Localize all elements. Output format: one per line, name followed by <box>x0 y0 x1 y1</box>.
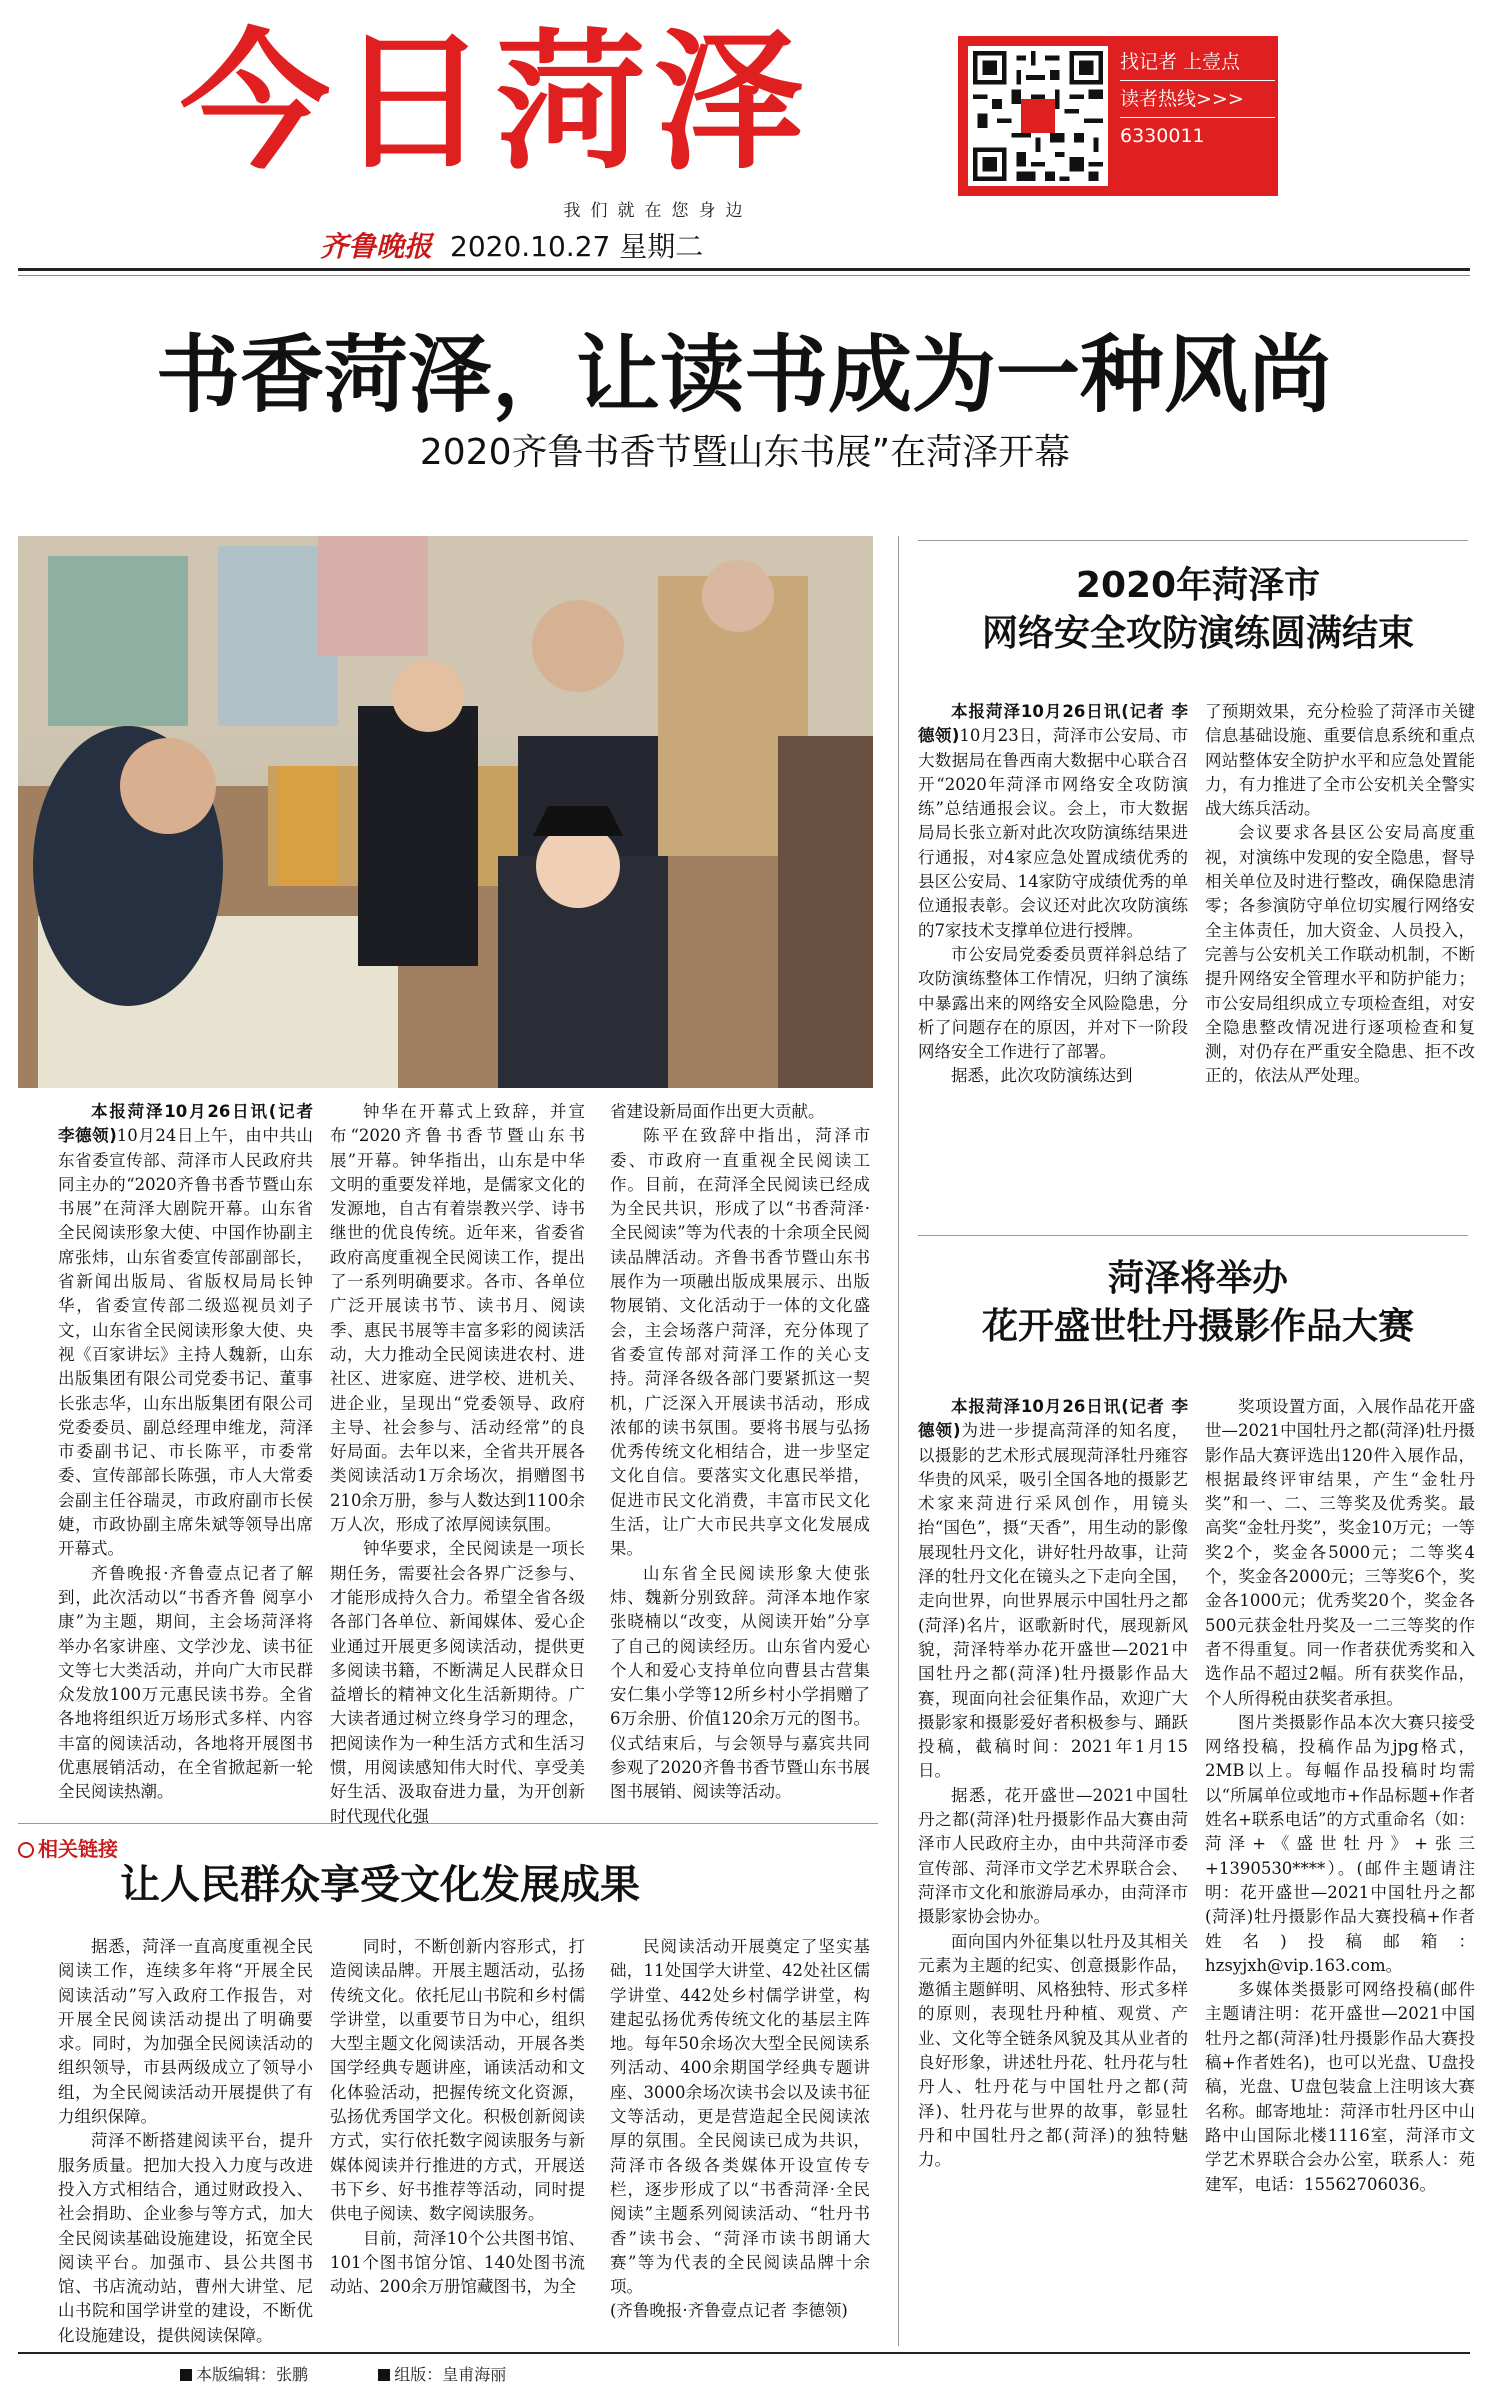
paragraph: 本报菏泽10月26日讯(记者 李德领)10月23日，菏泽市公安局、市大数据局在鲁西南大数据中心联合召开“2020年菏泽市网络安全攻防演练”总结通报会议。会上，市大数据局局长张立新对此次攻防演练结果进行通报，对4家应急处置成绩优秀的县区公安局、14家防守成绩优秀的单位通报表彰。会议还对此次攻防演练的7家技术支撑单位进行授牌。 <box>918 702 1189 940</box>
story3-col-2 <box>1205 1395 1475 2345</box>
related-divider <box>18 1823 878 1824</box>
paragraph: 市公安局党委委员贾祥斜总结了攻防演练整体工作情况，归纳了演练中暴露出来的网络安全风险隐患，分析了问题存在的原因，并对下一阶段网络安全工作进行了部署。 <box>918 944 1188 1062</box>
paragraph: 据悉，此次攻防演练达到 <box>951 1066 1133 1086</box>
related-headline: 让人民群众享受文化发展成果 <box>120 1862 640 1908</box>
lead-subheadline: 2020齐鲁书香节暨山东书展”在菏泽开幕 <box>419 432 1071 473</box>
story2-headline-line2: 网络安全攻防演练圆满结束 <box>981 613 1414 654</box>
editor-credit: 本版编辑：张鹏 <box>196 2365 309 2384</box>
lead-story-col-2 <box>330 1100 585 1826</box>
story2-col-2 <box>1205 700 1475 1220</box>
paragraph: 图片类摄影作品本次大赛只接受网络投稿，投稿作品为jpg格式，2MB以上。每幅作品投稿时均需以“所属单位或地市+作品标题+作者姓名+联系电话”的方式重命名（如：菏泽+《盛世牡丹》+张三+1390530****）。(邮件主题请注明：花开盛世—2021中国牡丹之都(菏泽)牡丹摄影作品大赛投稿+作者姓名)投稿邮箱：hzsyjxh@vip.163.com。 <box>1205 1712 1475 1975</box>
side-column-divider <box>898 536 899 2346</box>
related-tag: 相关链接 <box>18 1833 118 1862</box>
story3-headline <box>918 1255 1478 1351</box>
issue-date: 2020.10.27 星期二 <box>450 230 704 263</box>
qr-line-find-reporter: 找记者 上壹点 <box>1120 44 1275 81</box>
header-divider <box>18 268 1470 271</box>
lead-photo <box>18 536 873 1088</box>
byline: (齐鲁晚报·齐鲁壹点记者 李德领) <box>610 2301 848 2321</box>
story3-col-1 <box>918 1395 1188 2345</box>
paragraph: 省建设新局面作出更大贡献。 <box>610 1102 825 1121</box>
story3-headline-line2: 花开盛世牡丹摄影作品大赛 <box>981 1306 1414 1347</box>
related-col-1 <box>58 1935 313 2345</box>
paragraph: 钟华要求，全民阅读是一项长期任务，需要社会各界广泛参与、才能形成持久合力。希望全省各级各部门各单位、新闻媒体、爱心企业通过开展更多阅读活动，提供更多阅读书籍，不断满足人民群众日益增长的精神文化生活新期待。广大读者通过树立终身学习的理念，把阅读作为一种生活方式和生活习惯，用阅读感知伟大时代、享受美好生活、汲取奋进力量，为开创新时代现代化强 <box>330 1539 585 1826</box>
side-top-divider <box>918 540 1468 541</box>
paragraph: 齐鲁晚报·齐鲁壹点记者了解到，此次活动以“书香齐鲁 阅享小康”为主题，期间，主会场菏泽将举办名家讲座、文学沙龙、读书征文等七大类活动，并向广大市民群众发放100万元惠民读书券。全省各地将组织近万场形式多样、内容丰富的阅读活动，各地将开展图书优惠展销活动，在全省掀起新一轮全民阅读热潮。 <box>58 1563 313 1802</box>
square-bullet-icon <box>180 2369 192 2381</box>
header-divider-thin <box>18 275 1470 276</box>
related-col-2 <box>330 1935 585 2345</box>
circle-bullet-icon <box>18 1842 34 1858</box>
paragraph: 同时，不断创新内容形式，打造阅读品牌。开展主题活动，弘扬传统文化。依托尼山书院和乡村儒学讲堂，以重要节日为中心，组织大型主题文化阅读活动，开展各类国学经典专题讲座，诵读活动和文化体验活动，把握传统文化资源，弘扬优秀国学文化。积极创新阅读方式，实行依托数字阅读服务与新媒体阅读并行推进的方式，开展送书下乡、好书推荐等活动，同时提供电子阅读、数字阅读服务。 <box>330 1937 585 2224</box>
related-col-3 <box>610 1935 870 2345</box>
story2-col-1 <box>918 700 1188 1220</box>
story2-headline <box>918 562 1478 658</box>
slogan: 我们就在您身边 <box>563 201 753 221</box>
paragraph: 多媒体类摄影可网络投稿(邮件主题请注明：花开盛世—2021中国牡丹之都(菏泽)牡丹摄影作品大赛投稿+作者姓名)，也可以光盘、U盘投稿，光盘、U盘包装盒上注明该大赛名称。邮寄地址：菏泽市牡丹区中山路中山国际北楼1116室，菏泽市文学艺术界联合会办公室，联系人：苑建军，电话：15562706036。 <box>1205 1980 1475 2194</box>
paragraph: 据悉，菏泽一直高度重视全民阅读工作，连续多年将“开展全民阅读活动”写入政府工作报告，对开展全民阅读活动提出了明确要求。同时，为加强全民阅读活动的组织领导，市县两级成立了领导小组，为全民阅读活动开展提供了有力组织保障。 <box>58 1937 313 2127</box>
qr-line-hotline-label: 读者热线>>> <box>1120 81 1275 118</box>
brand-date-line <box>320 225 703 265</box>
paragraph: 山东省全民阅读形象大使张炜、魏新分别致辞。菏泽本地作家张晓楠以“改变，从阅读开始”分享了自己的阅读经历。山东省内爱心个人和爱心支持单位向曹县古营集安仁集小学等12所乡村小学捐赠了6万余册、价值120余万元的图书。仪式结束后，与会领导与嘉宾共同参观了2020齐鲁书香节暨山东书展图书展销、阅读等活动。 <box>610 1563 870 1802</box>
story3-headline-line1: 菏泽将举办 <box>1107 1258 1288 1299</box>
paragraph: 目前，菏泽10个公共图书馆、101个图书馆分馆、140处图书流动站、200余万册馆藏图书，为全 <box>330 2228 585 2297</box>
layout-credit: 组版：皇甫海丽 <box>394 2365 507 2384</box>
paragraph: 奖项设置方面，入展作品花开盛世—2021中国牡丹之都(菏泽)牡丹摄影作品大赛评选出120件入展作品，根据最终评审结果，产生“金牡丹奖”和一、二、三等奖及优秀奖。最高奖“金牡丹奖”，奖金10万元；一等奖2个，奖金各5000元；二等奖4个，奖金各2000元；三等奖6个，奖金各1000元；优秀奖20个，奖金各500元获金牡丹奖及一二三等奖的作者不得重复。同一作者获优秀奖和入选作品不超过2幅。所有获奖作品，个人所得税由获奖者承担。 <box>1205 1397 1475 1708</box>
lead-headline: 书香菏泽，让读书成为一种风尚 <box>155 326 1332 424</box>
qr-panel <box>958 36 1278 196</box>
footer-credits <box>180 2362 506 2385</box>
qr-line-hotline-number: 6330011 <box>1120 125 1205 147</box>
paragraph: 陈平在致辞中指出，菏泽市委、市政府一直重视全民阅读工作。目前，在菏泽全民阅读已经成为全民共识，形成了以“书香菏泽·全民阅读”等为代表的十余项全民阅读品牌活动。齐鲁书香节暨山东书展作为一项融出版成果展示、出版物展销、文化活动于一体的文化盛会，主会场落户菏泽，充分体现了省委宣传部对菏泽工作的关心支持。菏泽各级各部门要紧抓这一契机，广泛深入开展读书活动，形成浓郁的读书氛围。要将书展与弘扬优秀传统文化相结合，进一步坚定文化自信。要落实文化惠民举措，促进市民文化消费，丰富市民文化生活，让广大市民共享文化发展成果。 <box>610 1126 870 1559</box>
paragraph: 钟华在开幕式上致辞，并宣布“2020齐鲁书香节暨山东书展”开幕。钟华指出，山东是中华文明的重要发祥地，是儒家文化的发源地，自古有着崇教兴学、诗书继世的优良传统。近年来，省委省政府高度重视全民阅读工作，提出了一系列明确要求。各市、各单位广泛开展读书节、读书月、阅读季、惠民书展等丰富多彩的阅读活动，大力推动全民阅读进农村、进社区、进家庭、进学校、进机关、进企业，呈现出“党委领导、政府主导、社会参与、活动经常”的良好局面。去年以来，全省共开展各类阅读活动1万余场次，捐赠图书210余万册，参与人数达到1100余万人次，形成了浓厚阅读氛围。 <box>330 1102 585 1535</box>
paragraph: 本报菏泽10月26日讯(记者 李德领)为进一步提高菏泽的知名度，以摄影的艺术形式展现菏泽牡丹雍容华贵的风采，吸引全国各地的摄影艺术家来菏进行采风创作，用镜头抬“国色”，摄“天香”，用生动的影像展现牡丹文化，讲好牡丹故事，让菏泽的牡丹文化在镜头之下走向全国，走向世界，向世界展示中国牡丹之都(菏泽)名片，讴歌新时代，展现新风貌，菏泽特举办花开盛世—2021中国牡丹之都(菏泽)牡丹摄影作品大赛，现面向社会征集作品，欢迎广大摄影家和摄影爱好者积极参与、踊跃投稿，截稿时间：2021年1月15日。 <box>918 1397 1189 1781</box>
masthead-title: 今日菏泽 <box>180 16 813 190</box>
qr-code-icon[interactable] <box>968 46 1108 186</box>
paragraph: 本报菏泽10月26日讯(记者 李德领)10月24日上午，由中共山东省委宣传部、菏泽市人民政府共同主办的“2020齐鲁书香节暨山东书展”在菏泽大剧院开幕。山东省全民阅读形象大使、中国作协副主席张炜，山东省委宣传部副部长，省新闻出版局、省版权局局长钟华，省委宣传部二级巡视员刘子文，山东省全民阅读形象大使、央视《百家讲坛》主持人魏新，山东出版集团有限公司党委书记、董事长张志华，山东出版集团有限公司党委委员、副总经理申维龙，菏泽市委副书记、市长陈平，市委常委、宣传部部长陈强，市人大常委会副主任谷瑞灵，市政府副市长侯婕，市政协副主席朱斌等领导出席开幕式。 <box>58 1102 313 1559</box>
paragraph: 菏泽不断搭建阅读平台，提升服务质量。把加大投入力度与改进投入方式相结合，通过财政投入、社会捐助、企业参与等方式，加大全民阅读基础设施建设，拓宽全民阅读平台。加强市、县公共图书馆、书店流动站，曹州大讲堂、尼山书院和国学讲堂的建设，不断优化设施建设，提供阅读保障。 <box>58 2131 313 2345</box>
paragraph: 了预期效果，充分检验了菏泽市关键信息基础设施、重要信息系统和重点网站整体安全防护水平和应急处置能力，有力推进了全市公安机关全警实战大练兵活动。 <box>1205 702 1475 819</box>
lead-story-col-3 <box>610 1100 870 1802</box>
paragraph: 据悉，花开盛世—2021中国牡丹之都(菏泽)牡丹摄影作品大赛由菏泽市人民政府主办，由中共菏泽市委宣传部、菏泽市文学艺术界联合会、菏泽市文化和旅游局承办，由菏泽市摄影家协会协办。 <box>918 1785 1188 1927</box>
paragraph: 面向国内外征集以牡丹及其相关元素为主题的纪实、创意摄影作品，邀循主题鲜明、风格独特、形式多样的原则，表现牡丹种植、观赏、产业、文化等全链条风貌及其从业者的良好形象，讲述牡丹花、牡丹花与牡丹人、牡丹花与中国牡丹之都(菏泽)、牡丹花与世界的故事，彰显牡丹和中国牡丹之都(菏泽)的独特魅力。 <box>918 1931 1188 2170</box>
story-divider <box>918 1235 1468 1236</box>
footer-divider <box>18 2352 1470 2354</box>
lead-story-col-1 <box>58 1100 313 1802</box>
paragraph: 民阅读活动开展奠定了坚实基础，11处国学大讲堂、42处社区儒学讲堂、442处乡村儒学讲堂，构建起弘扬优秀传统文化的基层主阵地。每年50余场次大型全民阅读系列活动、400余期国学经典专题讲座、3000余场次读书会以及读书征文等活动，更是营造起全民阅读浓厚的氛围。全民阅读已成为共识，菏泽市各级各类媒体开设宣传专栏，逐步形成了以“书香菏泽·全民阅读”主题系列阅读活动、“牡丹书香”读书会、“菏泽市读书朗诵大赛”等为代表的全民阅读品牌十余项。 <box>610 1937 870 2297</box>
paragraph: 会议要求各县区公安局高度重视，对演练中发现的安全隐患，督导相关单位及时进行整改，确保隐患清零；各参演防守单位切实履行网络安全主体责任，加大资金、人员投入，完善与公安机关工作联动机制，不断提升网络安全管理水平和防护能力；市公安局组织成立专项检查组，对安全隐患整改情况进行逐项检查和复测，对仍存在严重安全隐患、拒不改正的，依法从严处理。 <box>1205 823 1475 1086</box>
square-bullet-icon <box>378 2369 390 2381</box>
brand-logo: 齐鲁晚报 <box>320 230 433 263</box>
story2-headline-line1: 2020年菏泽市 <box>1075 565 1321 606</box>
